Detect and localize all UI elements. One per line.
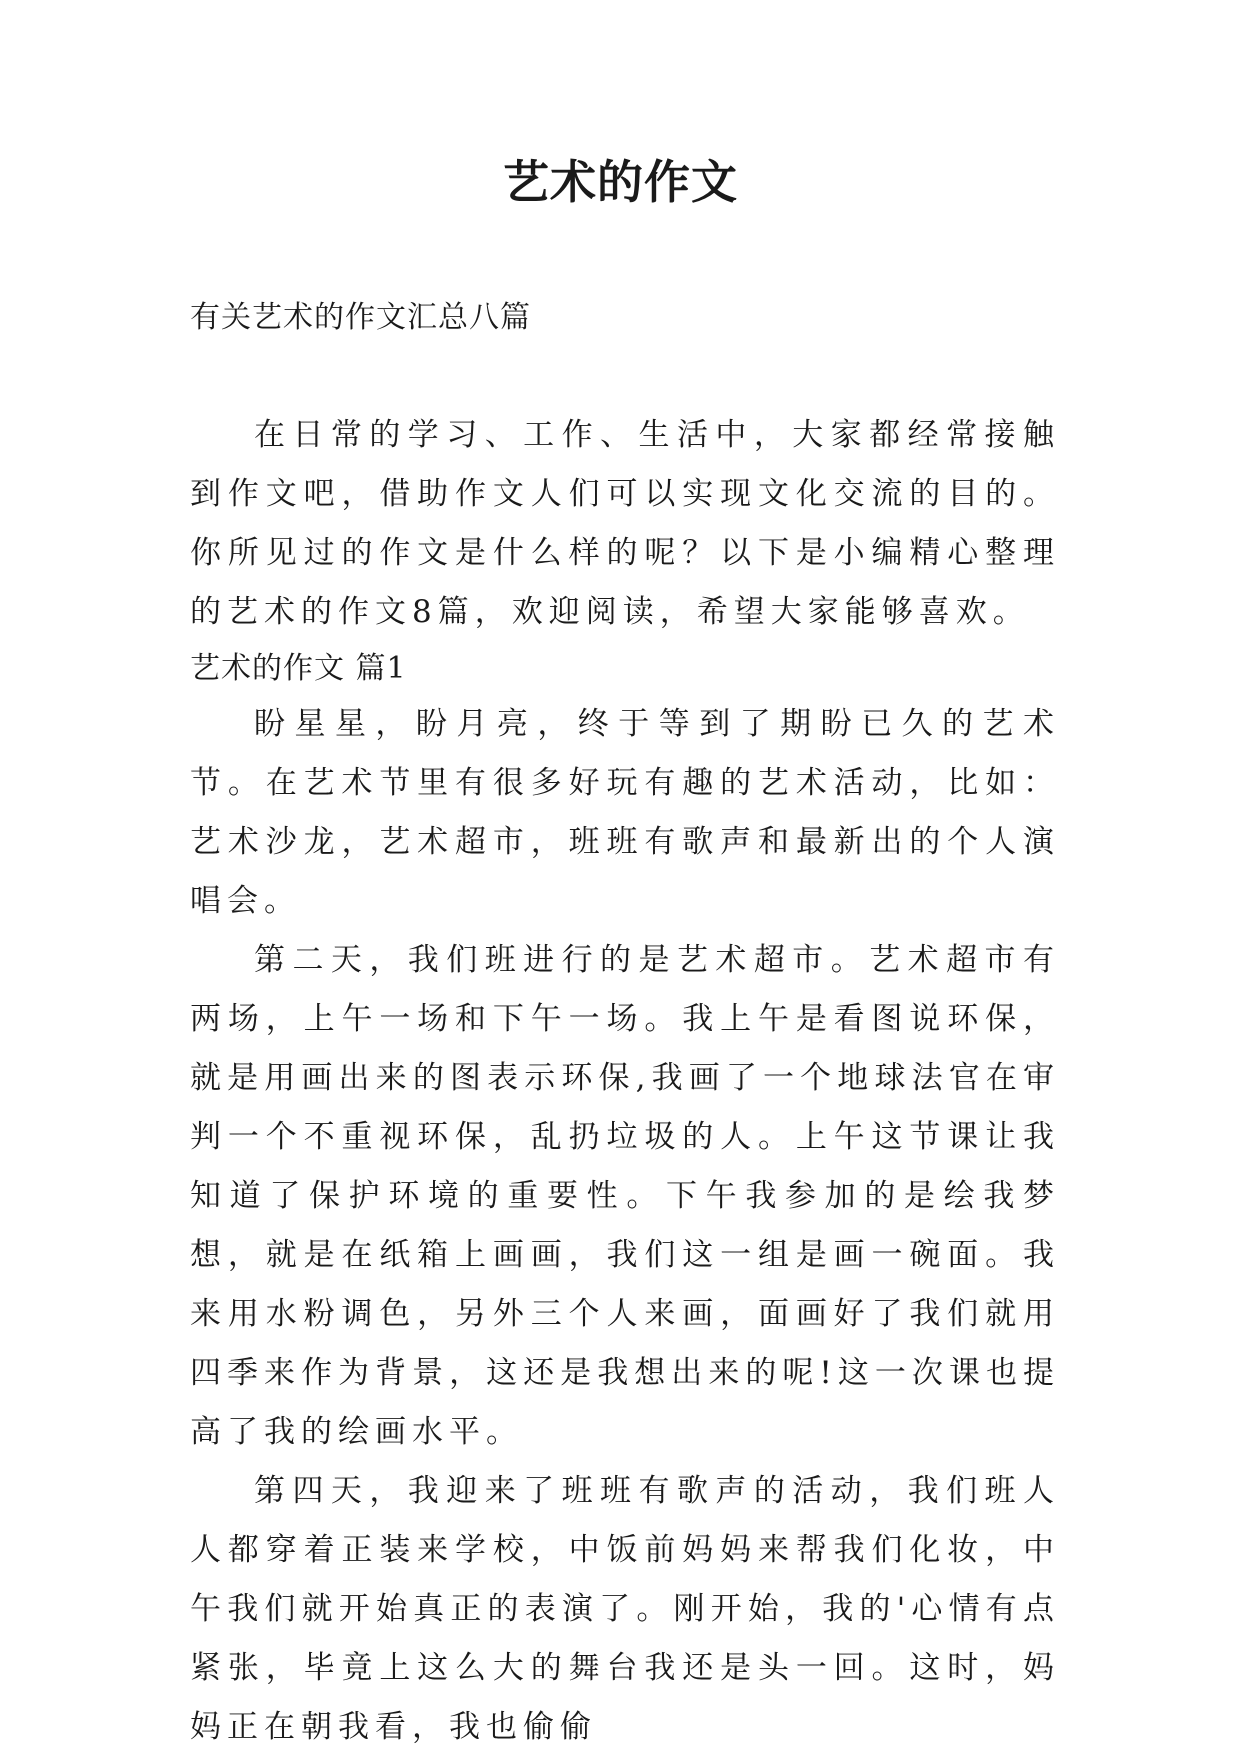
body-paragraph-1: 盼星星，盼月亮，终于等到了期盼已久的艺术节。在艺术节里有很多好玩有趣的艺术活动，比如：艺术沙龙，艺术超市，班班有歌声和最新出的个人演唱会。 xyxy=(190,706,1060,919)
body-paragraph-3: 第四天，我迎来了班班有歌声的活动，我们班人人都穿着正装来学校，中饭前妈妈来帮我们化妆，中午我们就开始真正的表演了。刚开始，我的'心情有点紧张，毕竟上这么大的舞台我还是头一回。这时，妈妈正在朝我看，我也偷偷 xyxy=(190,1473,1060,1745)
section-heading: 艺术的作文 篇1 xyxy=(190,651,407,686)
document-title: 艺术的作文 xyxy=(503,155,738,209)
intro-paragraph: 在日常的学习、工作、生活中，大家都经常接触到作文吧，借助作文人们可以实现文化交流的目的。你所见过的作文是什么样的呢？以下是小编精心整理的艺术的作文8篇，欢迎阅读，希望大家能够喜欢。 xyxy=(190,417,1060,630)
document-subtitle: 有关艺术的作文汇总八篇 xyxy=(190,300,531,335)
body-paragraph-2: 第二天，我们班进行的是艺术超市。艺术超市有两场，上午一场和下午一场。我上午是看图说环保，就是用画出来的图表示环保,我画了一个地球法官在审判一个不重视环保，乱扔垃圾的人。上午这节课让我知道了保护环境的重要性。下午我参加的是绘我梦想，就是在纸箱上画画，我们这一组是画一碗面。我来用水粉调色，另外三个人来画，面画好了我们就用四季来作为背景，这还是我想出来的呢!这一次课也提高了我的绘画水平。 xyxy=(190,942,1060,1450)
document-body xyxy=(190,406,1060,1757)
